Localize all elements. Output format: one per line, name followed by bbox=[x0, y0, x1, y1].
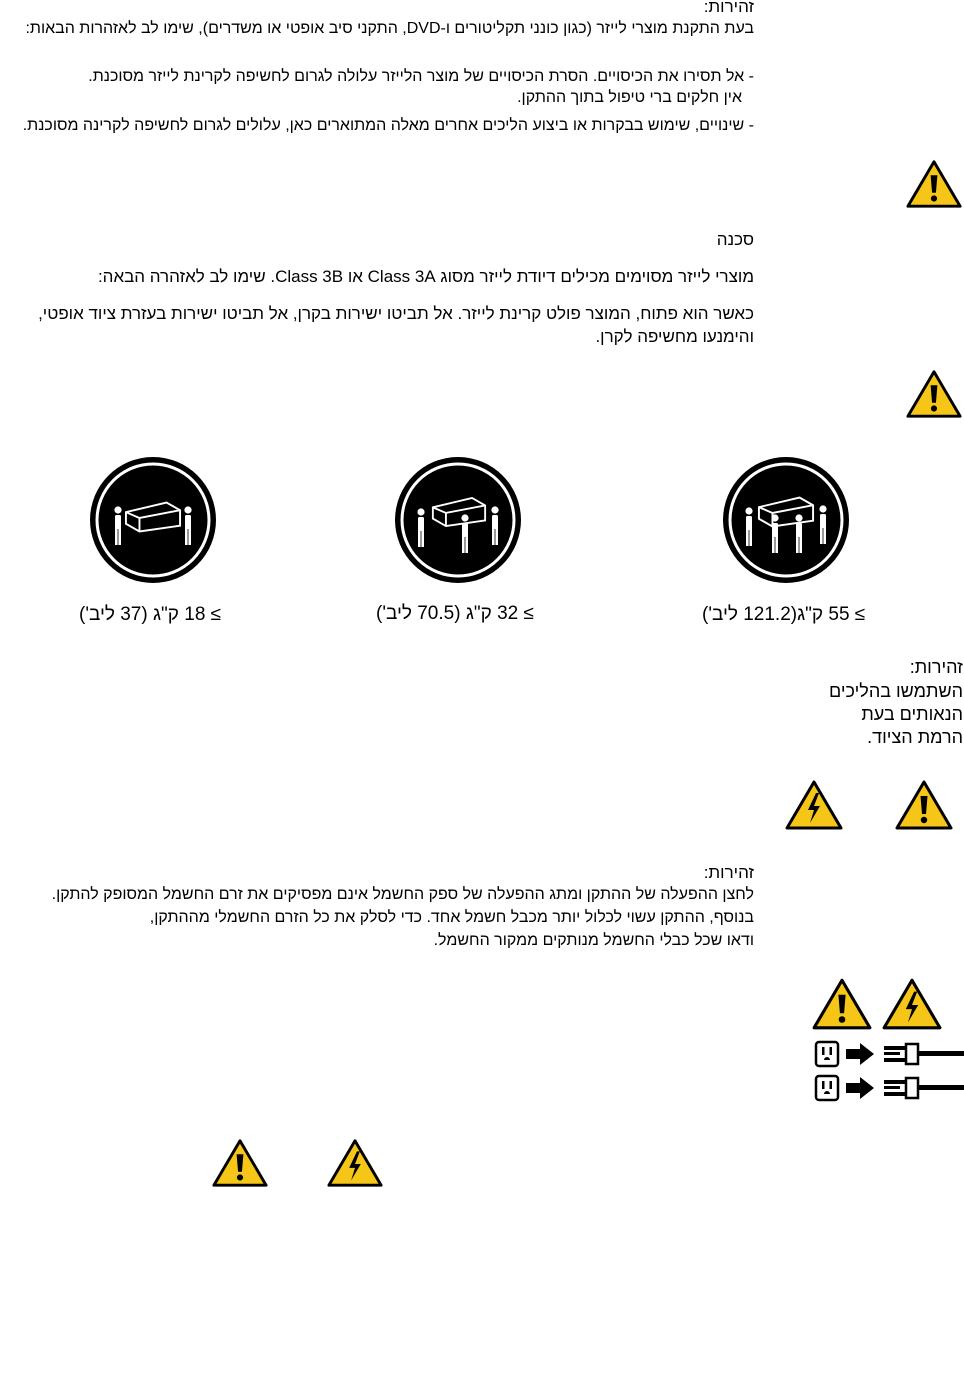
laser-item1-line2: אין חלקים ברי טיפול בתוך ההתקן. bbox=[517, 89, 742, 106]
laser-item2: - שינויים, שימוש בבקרות או ביצוע הליכים אחרים מאלה המתוארים כאן, עלולים לגרום לחשיפה לקרינה מסוכנת. bbox=[22, 117, 754, 134]
power-line3: ודאו שכל כבלי החשמל מנותקים ממקור החשמל. bbox=[433, 932, 754, 949]
danger-line3: והימנעו מחשיפה לקרן. bbox=[595, 327, 754, 346]
power-line2: בנוסף, ההתקן עשוי לכלול יותר מכבל חשמל אחד. כדי לסלק את כל הזרם החשמלי מההתקן, bbox=[149, 909, 754, 926]
warning-icon bbox=[905, 158, 963, 210]
laser-item1-line1: - אל תסירו את הכיסויים. הסרת הכיסויים של מוצר הלייזר עלולה לגרום לחשיפה לקרינת לייזר מסוכנת. bbox=[88, 68, 754, 85]
lifting-caution-label: זהירות: bbox=[909, 657, 963, 677]
weight-label-32kg: ≥ 32 ק"ג (70.5 ליב') bbox=[376, 603, 534, 624]
warning-icon bbox=[811, 976, 873, 1032]
power-caution-label: זהירות: bbox=[703, 863, 754, 882]
power-outlet-plug-icon bbox=[814, 1074, 964, 1102]
lifting-line3: הרמת הציוד. bbox=[867, 727, 963, 747]
warning-icon bbox=[905, 368, 963, 420]
electrical-hazard-icon bbox=[784, 778, 844, 832]
danger-line2: כאשר הוא פתוח, המוצר פולט קרינת לייזר. אל תביטו ישירות בקרן, אל תביטו ישירות בעזרת ציוד אופטי, bbox=[38, 304, 754, 323]
laser-intro-text: בעת התקנת מוצרי לייזר (כגון כונני תקליטורים ו-DVD, התקני סיב אופטי או משדרים), שימו לב לאזהרות הבאות: bbox=[25, 20, 754, 37]
three-person-lift-icon bbox=[393, 455, 523, 585]
weight-label-55kg: ≥ 55 ק"ג(121.2 ליב') bbox=[702, 604, 866, 625]
warning-icon bbox=[211, 1137, 269, 1189]
electrical-hazard-icon bbox=[881, 976, 943, 1032]
lifting-line2: הנאותים בעת bbox=[861, 704, 963, 724]
lifting-line1: השתמשו בהליכים bbox=[829, 681, 963, 701]
four-person-lift-icon bbox=[721, 455, 851, 585]
power-line1: לחצן ההפעלה של ההתקן ומתג ההפעלה של ספק החשמל אינם מפסיקים את זרם החשמל המסופק להתקן. bbox=[51, 886, 754, 903]
warning-icon bbox=[894, 778, 954, 832]
weight-label-18kg: ≥ 18 ק"ג (37 ליב') bbox=[79, 604, 222, 625]
power-outlet-plug-icon bbox=[814, 1040, 964, 1068]
danger-label: סכנה bbox=[716, 230, 754, 249]
danger-line1: מוצרי לייזר מסוימים מכילים דיודת לייזר מסוג Class 3A או Class 3B. שימו לב לאזהרה הבאה: bbox=[97, 267, 754, 286]
two-person-lift-icon bbox=[88, 455, 218, 585]
laser-caution-label: זהירות: bbox=[703, 0, 754, 16]
electrical-hazard-icon bbox=[326, 1137, 384, 1189]
